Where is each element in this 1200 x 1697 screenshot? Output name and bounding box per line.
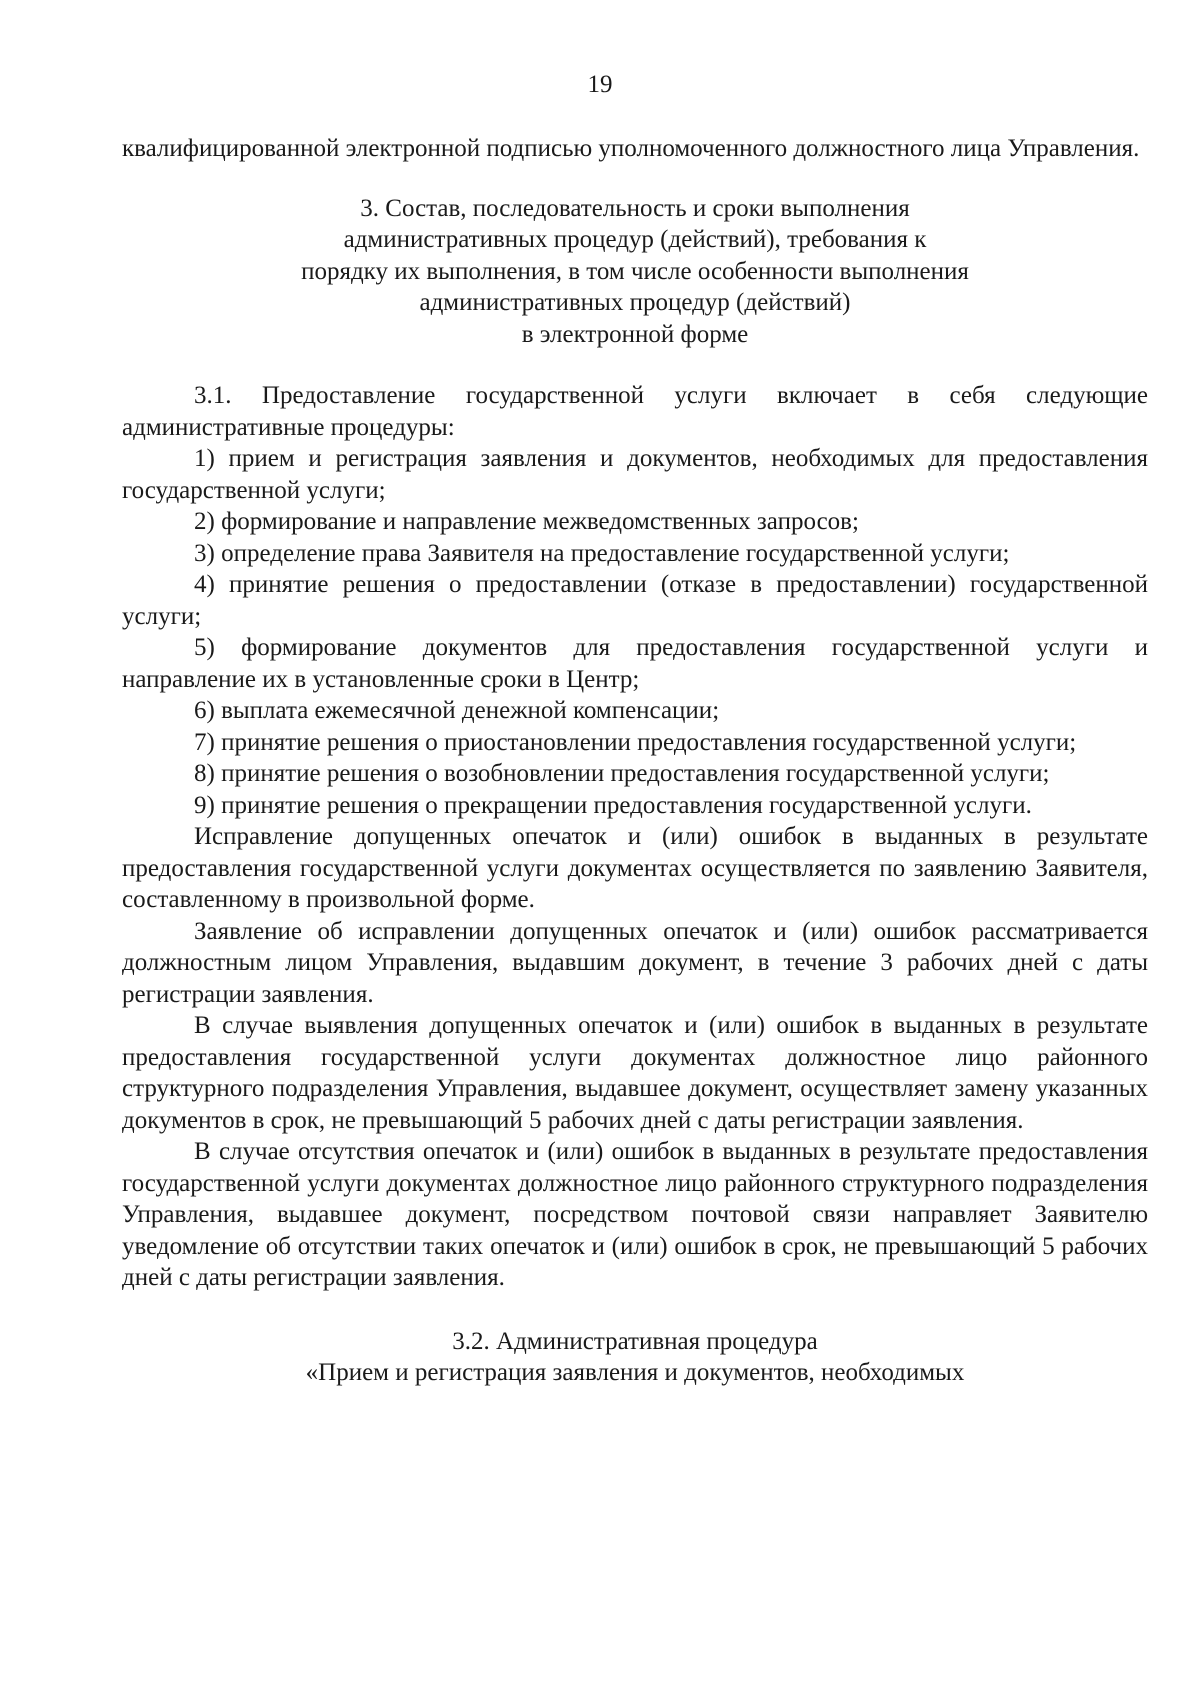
paragraph: В случае отсутствия опечаток и (или) ошибок в выданных в результате предоставления государственной услуги документах должностное лицо районного структурного подразделения Управления, выдавшее документ, посредством почтовой связи направляет Заявителю уведомление об отсутствии таких опечаток и (или) ошибок в срок, не превышающий 5 рабочих дней с даты регистрации заявления. (122, 1138, 1148, 1291)
heading-line: 3.2. Административная процедура (452, 1327, 818, 1355)
paragraph: В случае выявления допущенных опечаток и (или) ошибок в выданных в результате предоставления государственной услуги документах должностное лицо районного структурного подразделения Управления, выдавшее документ, осуществляет замену указанных документов в срок, не превышающий 5 рабочих дней с даты регистрации заявления. (122, 1012, 1148, 1134)
spacer (122, 165, 1148, 193)
section-3-1-intro: 3.1. Предоставление государственной услуги включает в себя следующие административные процедуры: (122, 382, 1148, 441)
paragraph: Исправление допущенных опечаток и (или) ошибок в выданных в результате предоставления государственной услуги документах осуществляется по заявлению Заявителя, составленному в произвольной форме. (122, 823, 1148, 913)
list-item: 5) формирование документов для предоставления государственной услуги и направление их в установленные сроки в Центр; (122, 634, 1148, 693)
heading-line: 3. Состав, последовательность и сроки выполнения (360, 194, 910, 222)
section-3-heading (122, 193, 1148, 351)
heading-line: «Прием и регистрация заявления и документов, необходимых (305, 1359, 965, 1386)
list-item: 2) формирование и направление межведомственных запросов; (194, 508, 859, 535)
heading-line: административных процедур (действий), требования к (343, 226, 927, 253)
list-item: 6) выплата ежемесячной денежной компенсации; (194, 697, 720, 724)
section-3-2-heading (122, 1326, 1148, 1389)
heading-line: в электронной форме (521, 320, 749, 348)
list-item: 1) прием и регистрация заявления и документов, необходимых для предоставления государственной услуги; (122, 445, 1148, 504)
heading-line: порядку их выполнения, в том числе особенности выполнения (301, 257, 969, 285)
heading-line: административных процедур (действий) (419, 289, 851, 316)
list-item: 9) принятие решения о прекращении предоставления государственной услуги. (194, 791, 1032, 819)
list-item: 4) принятие решения о предоставлении (отказе в предоставлении) государственной услуги; (122, 571, 1148, 630)
list-item: 7) принятие решения о приостановлении предоставления государственной услуги; (194, 728, 1077, 756)
intro-paragraph: квалифицированной электронной подписью уполномоченного должностного лица Управления. (122, 135, 1140, 162)
page-number: 19 (587, 71, 613, 98)
list-item: 3) определение права Заявителя на предоставление государственной услуги; (194, 539, 1010, 567)
spacer (122, 1294, 1148, 1326)
document-body (122, 133, 1148, 1389)
list-item: 8) принятие решения о возобновлении предоставления государственной услуги; (194, 760, 1050, 787)
spacer (122, 350, 1148, 380)
procedure-list (122, 443, 1148, 821)
paragraph: Заявление об исправлении допущенных опечаток и (или) ошибок рассматривается должностным лицом Управления, выдавшим документ, в течение 3 рабочих дней с даты регистрации заявления. (122, 917, 1148, 1008)
